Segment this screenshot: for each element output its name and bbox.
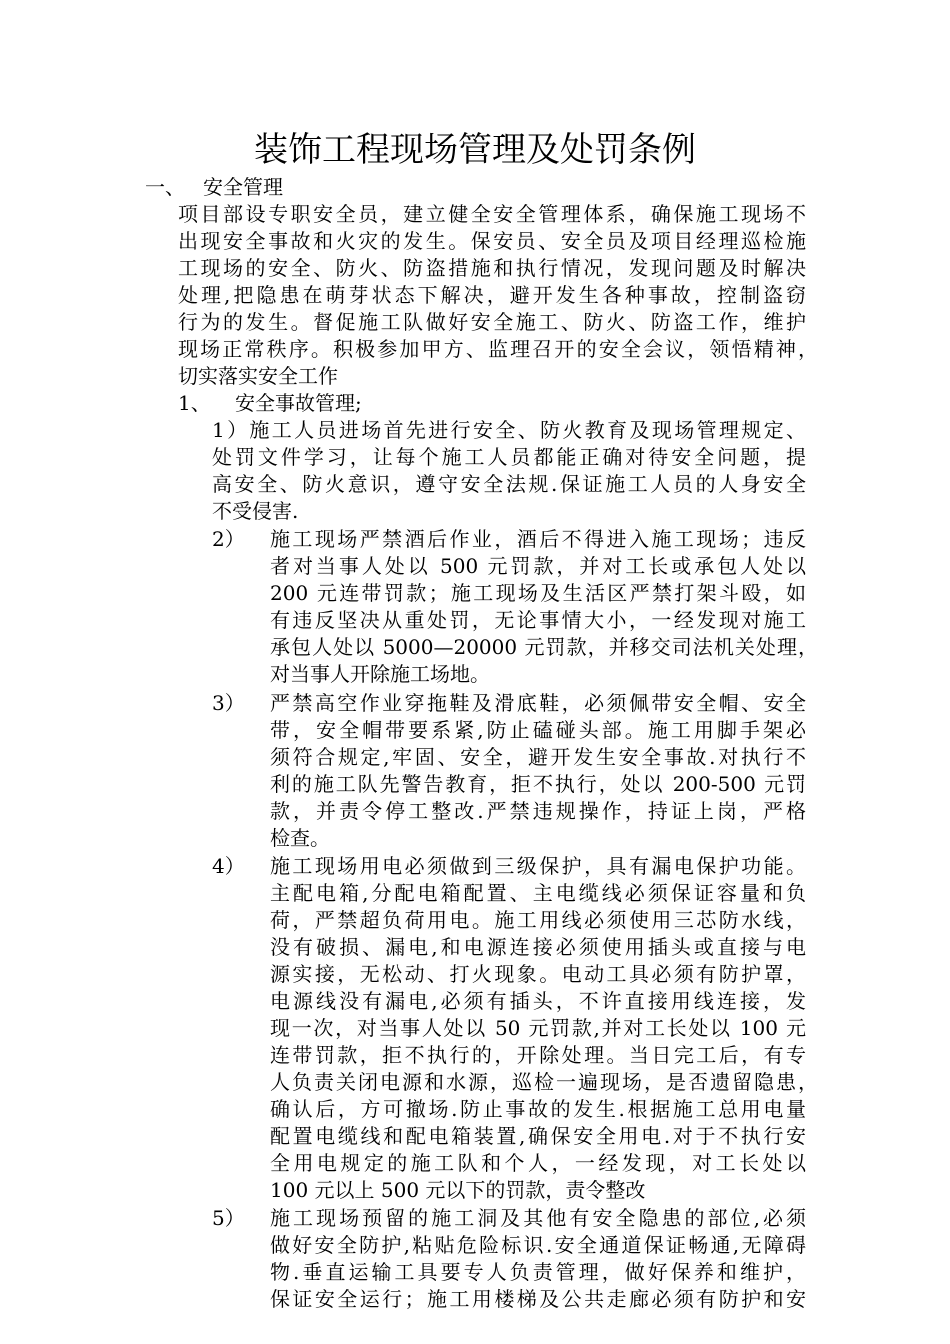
paragraph-line: 项目部设专职安全员，建立健全安全管理体系，确保施工现场不 [178,202,806,226]
item-number: 2） [212,527,245,551]
item-line: 配置电缆线和配电箱装置,确保安全用电.对于不执行安 [270,1124,806,1148]
item-line: 连带罚款，拒不执行的，开除处理。当日完工后，有专 [270,1043,806,1067]
item-line: 款，并责令停工整改.严禁违规操作，持证上岗，严格 [270,799,806,823]
section-number: 一、 [145,175,185,199]
item-line: 利的施工队先警告教育，拒不执行，处以 200-500 元罚 [270,772,806,796]
item-line: 施工现场严禁酒后作业，酒后不得进入施工现场；违反 [270,527,806,551]
subsection-heading: 安全事故管理; [235,391,362,415]
item-line: 对当事人开除施工场地。 [270,662,490,686]
item-line: 源实接，无松动、打火现象。电动工具必须有防护罩， [270,962,806,986]
item-number: 3） [212,691,245,715]
paragraph-line: 处理,把隐患在萌芽状态下解决，避开发生各种事故，控制盗窃 [178,283,806,307]
paragraph-line: 出现安全事故和火灾的发生。保安员、安全员及项目经理巡检施 [178,229,806,253]
item-line: 现一次，对当事人处以 50 元罚款,并对工长处以 100 元 [270,1016,806,1040]
item-line: 不受侵害. [212,499,299,523]
item-line: 有违反坚决从重处罚，无论事情大小，一经发现对施工 [270,608,806,632]
item-line: 1）施工人员进场首先进行安全、防火教育及现场管理规定、 [212,418,806,442]
item-line: 确认后，方可撤场.防止事故的发生.根据施工总用电量 [270,1097,806,1121]
paragraph-line: 切实落实安全工作 [178,364,338,388]
item-line: 严禁高空作业穿拖鞋及滑底鞋，必须佩带安全帽、安全 [270,691,806,715]
item-line: 全用电规定的施工队和个人，一经发现，对工长处以 [270,1151,806,1175]
item-line: 者对当事人处以 500 元罚款，并对工长或承包人处以 [270,554,806,578]
item-line: 保证安全运行；施工用楼梯及公共走廊必须有防护和安 [270,1287,806,1311]
item-line: 承包人处以 5000—20000 元罚款，并移交司法机关处理， [270,635,818,659]
item-line: 处罚文件学习，让每个施工人员都能正确对待安全问题，提 [212,445,806,469]
section-heading: 安全管理 [203,175,283,199]
item-line: 电源线没有漏电,必须有插头，不许直接用线连接，发 [270,989,806,1013]
item-line: 100 元以上 500 元以下的罚款，责令整改 [270,1178,646,1202]
item-line: 施工现场用电必须做到三级保护，具有漏电保护功能。 [270,854,806,878]
subsection-number: 1、 [178,391,211,415]
item-line: 没有破损、漏电,和电源连接必须使用插头或直接与电 [270,935,806,959]
item-number: 4） [212,854,245,878]
paragraph-line: 工现场的安全、防火、防盗措施和执行情况，发现问题及时解决 [178,256,806,280]
item-line: 物.垂直运输工具要专人负责管理，做好保养和维护， [270,1260,806,1284]
item-line: 带，安全帽带要系紧,防止磕碰头部。施工用脚手架必 [270,718,806,742]
document-title: 装饰工程现场管理及处罚条例 [254,130,696,170]
item-line: 人负责关闭电源和水源，巡检一遍现场，是否遗留隐患， [270,1070,818,1094]
paragraph-line: 行为的发生。督促施工队做好安全施工、防火、防盗工作，维护 [178,310,806,334]
item-line: 检查。 [270,826,330,850]
item-line: 高安全、防火意识，遵守安全法规.保证施工人员的人身安全 [212,472,806,496]
item-line: 做好安全防护,粘贴危险标识.安全通道保证畅通,无障碍 [270,1233,806,1257]
item-line: 主配电箱,分配电箱配置、主电缆线必须保证容量和负 [270,881,806,905]
item-number: 5） [212,1206,245,1230]
item-line: 须符合规定,牢固、安全，避开发生安全事故.对执行不 [270,745,806,769]
paragraph-line: 现场正常秩序。积极参加甲方、监理召开的安全会议，领悟精神， [178,337,818,361]
item-line: 施工现场预留的施工洞及其他有安全隐患的部位,必须 [270,1206,806,1230]
item-line: 200 元连带罚款；施工现场及生活区严禁打架斗殴，如 [270,581,806,605]
item-line: 荷，严禁超负荷用电。施工用线必须使用三芯防水线， [270,908,806,932]
